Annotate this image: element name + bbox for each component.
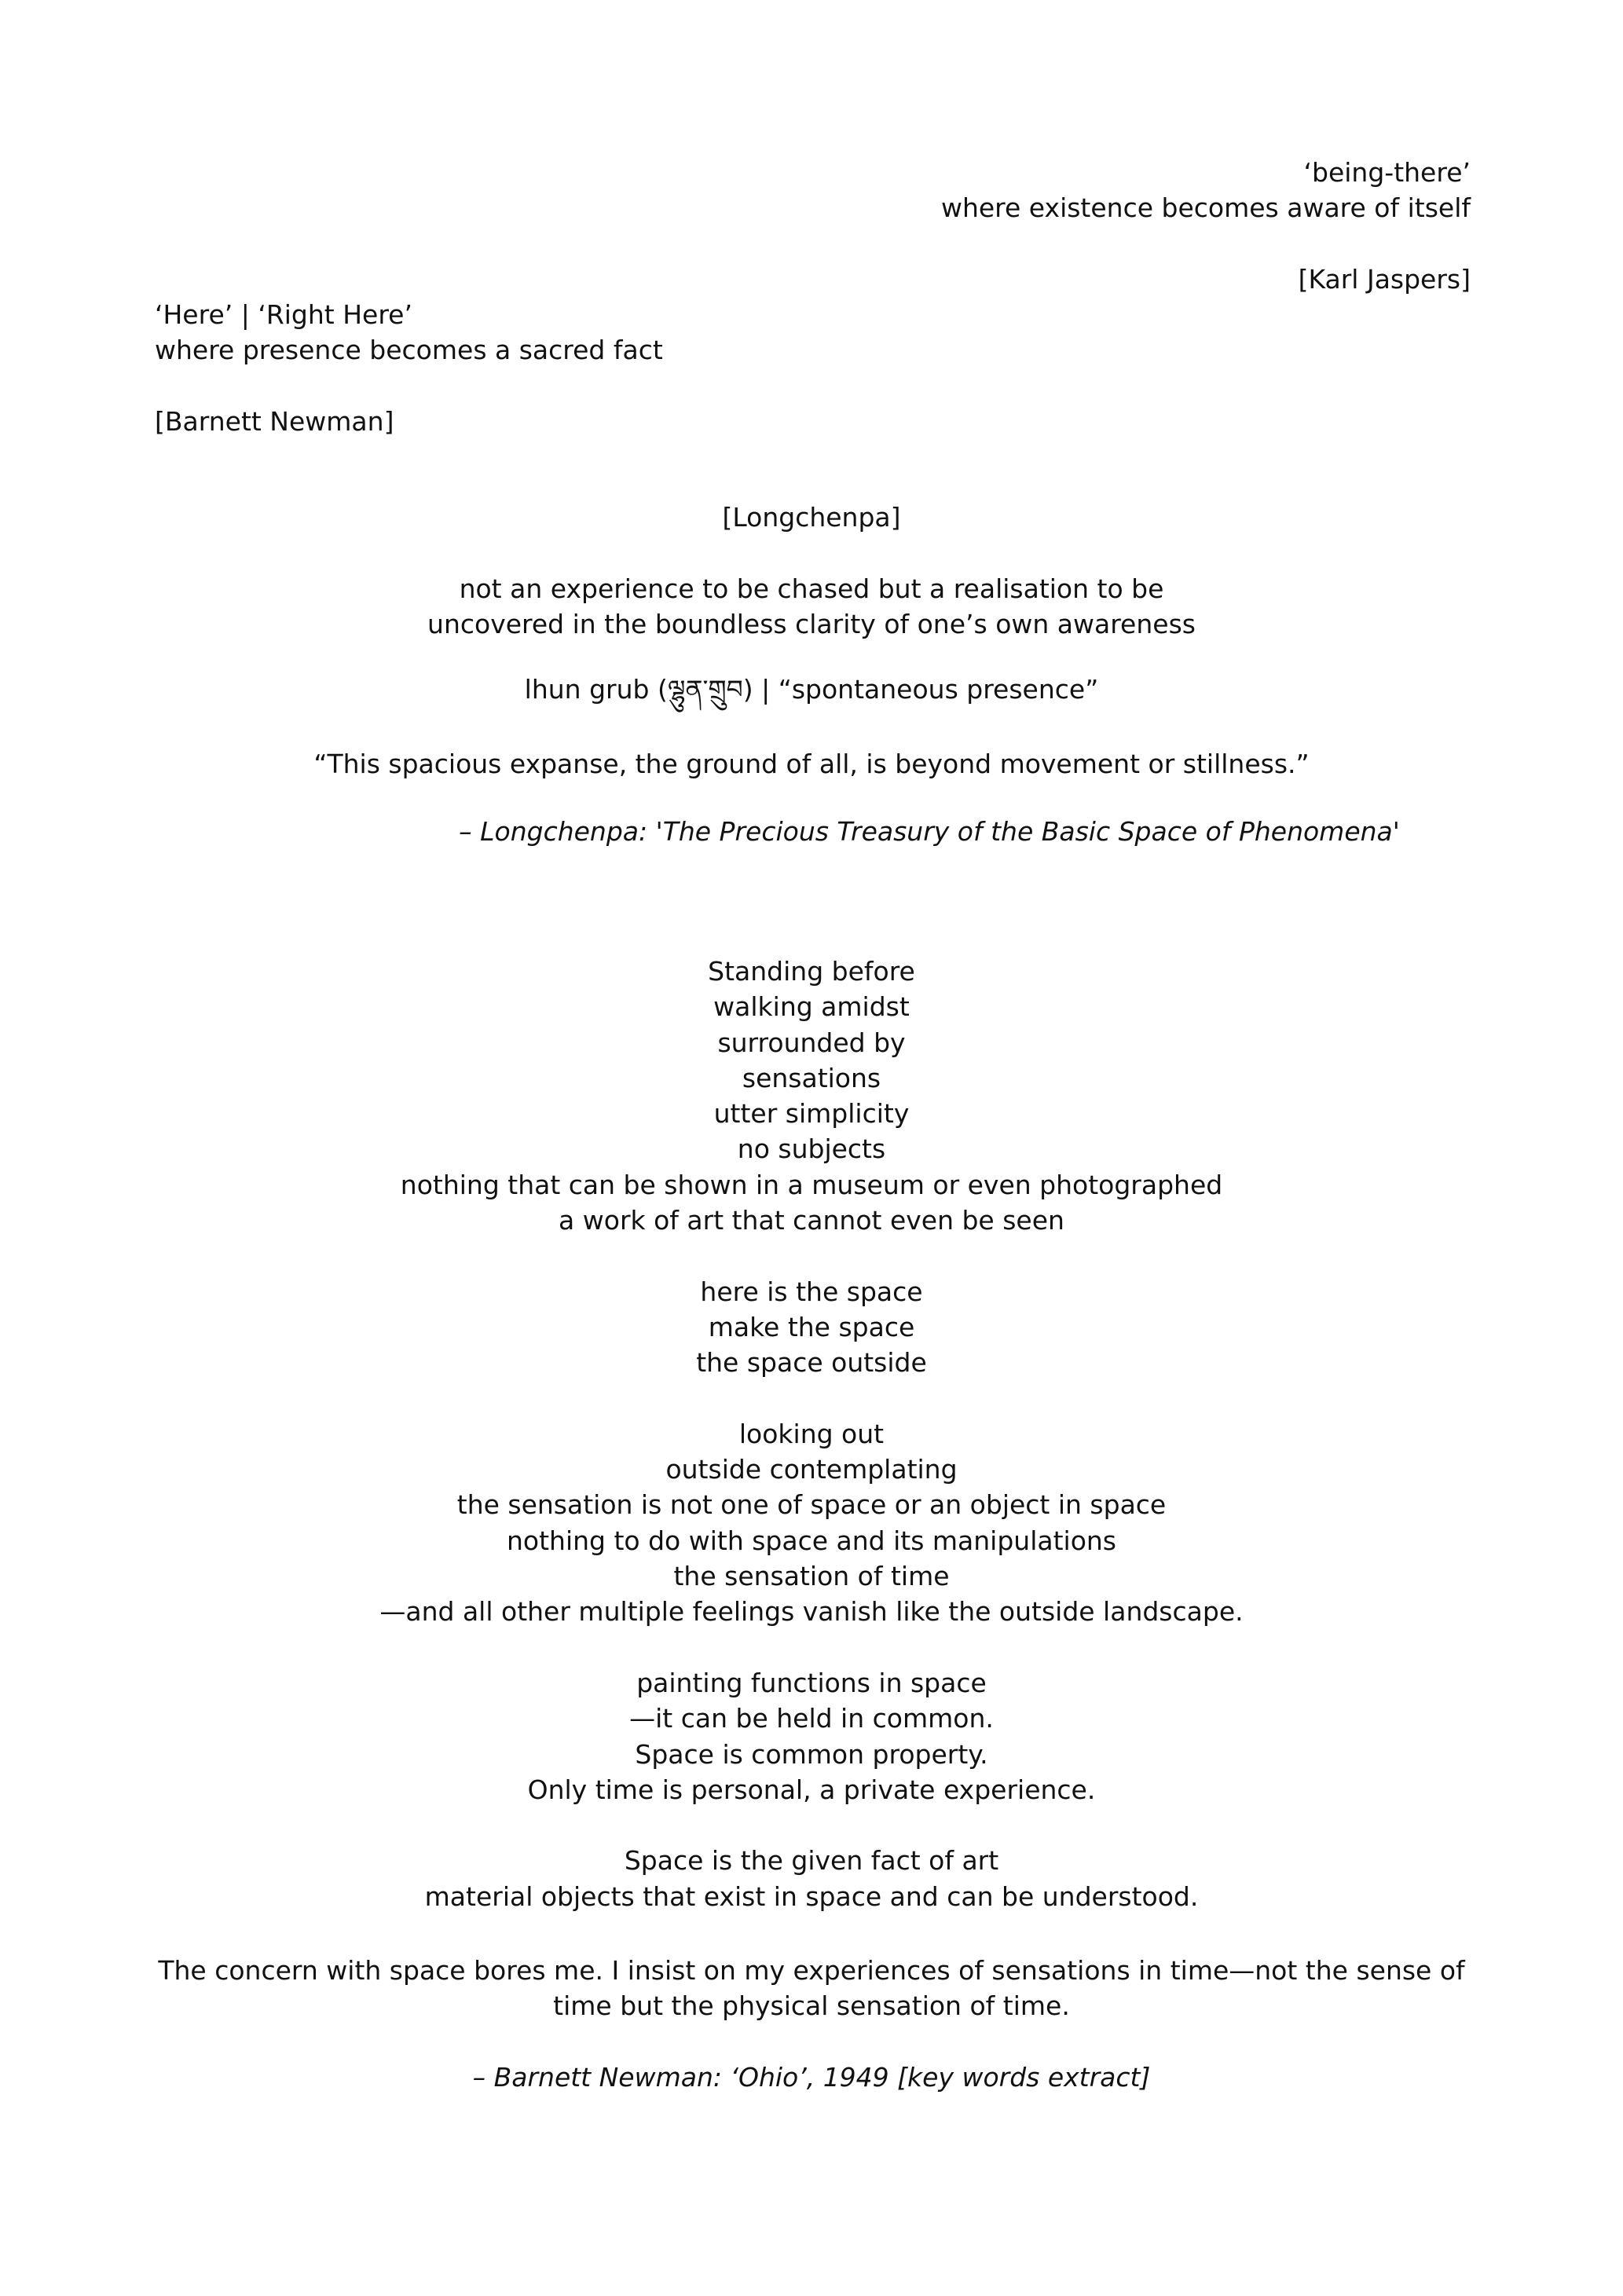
newman-definition: where presence becomes a sacred fact — [155, 335, 663, 366]
longchenpa-description — [0, 571, 1623, 643]
poem-line: the space outside — [696, 1347, 927, 1379]
poem-line: —it can be held in common. — [629, 1703, 994, 1734]
poem-line: make the space — [708, 1311, 915, 1342]
longchenpa-description-line: uncovered in the boundless clarity of one’s own awareness — [427, 609, 1196, 640]
longchenpa-term: lhun grub (ལྷུན་གྲུབ) | “spontaneous presence” — [524, 674, 1099, 705]
poem-line: Only time is personal, a private experience. — [527, 1774, 1096, 1805]
spacer — [155, 368, 663, 404]
poem-line: Space is common property. — [635, 1738, 988, 1770]
poem-line: walking amidst — [713, 991, 910, 1023]
poem-line: material objects that exist in space and can be understood. — [424, 1880, 1199, 1912]
jaspers-block — [941, 155, 1471, 297]
stanza-break — [0, 1630, 1623, 1665]
poem-line: looking out — [738, 1418, 885, 1449]
poem-line: sensations — [742, 1062, 881, 1093]
newman-citation: – Barnett Newman: ‘Ohio’, 1949 [key words extract] — [472, 2062, 1151, 2093]
poem-line: a work of art that cannot even be seen — [559, 1205, 1064, 1236]
poem-line: the sensation is not one of space or an object in space — [456, 1489, 1167, 1521]
poem-line: nothing that can be shown in a museum or even photographed — [400, 1169, 1223, 1200]
closing-paragraph: The concern with space bores me. I insist on my experiences of sensations in time—not the sense of time but the physical sensation of time. — [158, 1955, 1465, 2022]
jaspers-definition: where existence becomes aware of itself — [940, 192, 1471, 224]
longchenpa-citation: – Longchenpa: 'The Precious Treasury of the Basic Space of Phenomena' — [459, 816, 1400, 847]
poem-line: no subjects — [737, 1133, 886, 1165]
poem-line: —and all other multiple feelings vanish like the outside landscape. — [379, 1596, 1244, 1628]
poem-line: nothing to do with space and its manipulations — [507, 1525, 1116, 1556]
newman-intro-block — [155, 297, 663, 439]
poem — [0, 954, 1623, 1914]
longchenpa-heading: [Longchenpa] — [722, 502, 901, 533]
newman-term: ‘Here’ | ‘Right Here’ — [155, 299, 412, 330]
stanza-break — [0, 1381, 1623, 1416]
poem-line: surrounded by — [717, 1027, 906, 1058]
longchenpa-description-line: not an experience to be chased but a realisation to be — [459, 573, 1164, 604]
stanza-break — [0, 1238, 1623, 1273]
jaspers-attribution: [Karl Jaspers] — [1298, 263, 1471, 295]
poem-line: painting functions in space — [636, 1667, 987, 1698]
poem-line: Standing before — [708, 956, 915, 987]
poem-line: outside contemplating — [665, 1454, 958, 1485]
spacer — [941, 226, 1471, 262]
poem-line: utter simplicity — [713, 1098, 910, 1130]
newman-attribution: [Barnett Newman] — [155, 405, 394, 437]
jaspers-term: ‘being-there’ — [1303, 157, 1471, 188]
poem-line: here is the space — [700, 1276, 923, 1307]
poem-line: Space is the given fact of art — [624, 1845, 999, 1877]
stanza-break — [0, 1807, 1623, 1843]
longchenpa-quote: “This spacious expanse, the ground of all, is beyond movement or stillness.” — [313, 749, 1310, 779]
poem-line: the sensation of time — [673, 1561, 950, 1592]
